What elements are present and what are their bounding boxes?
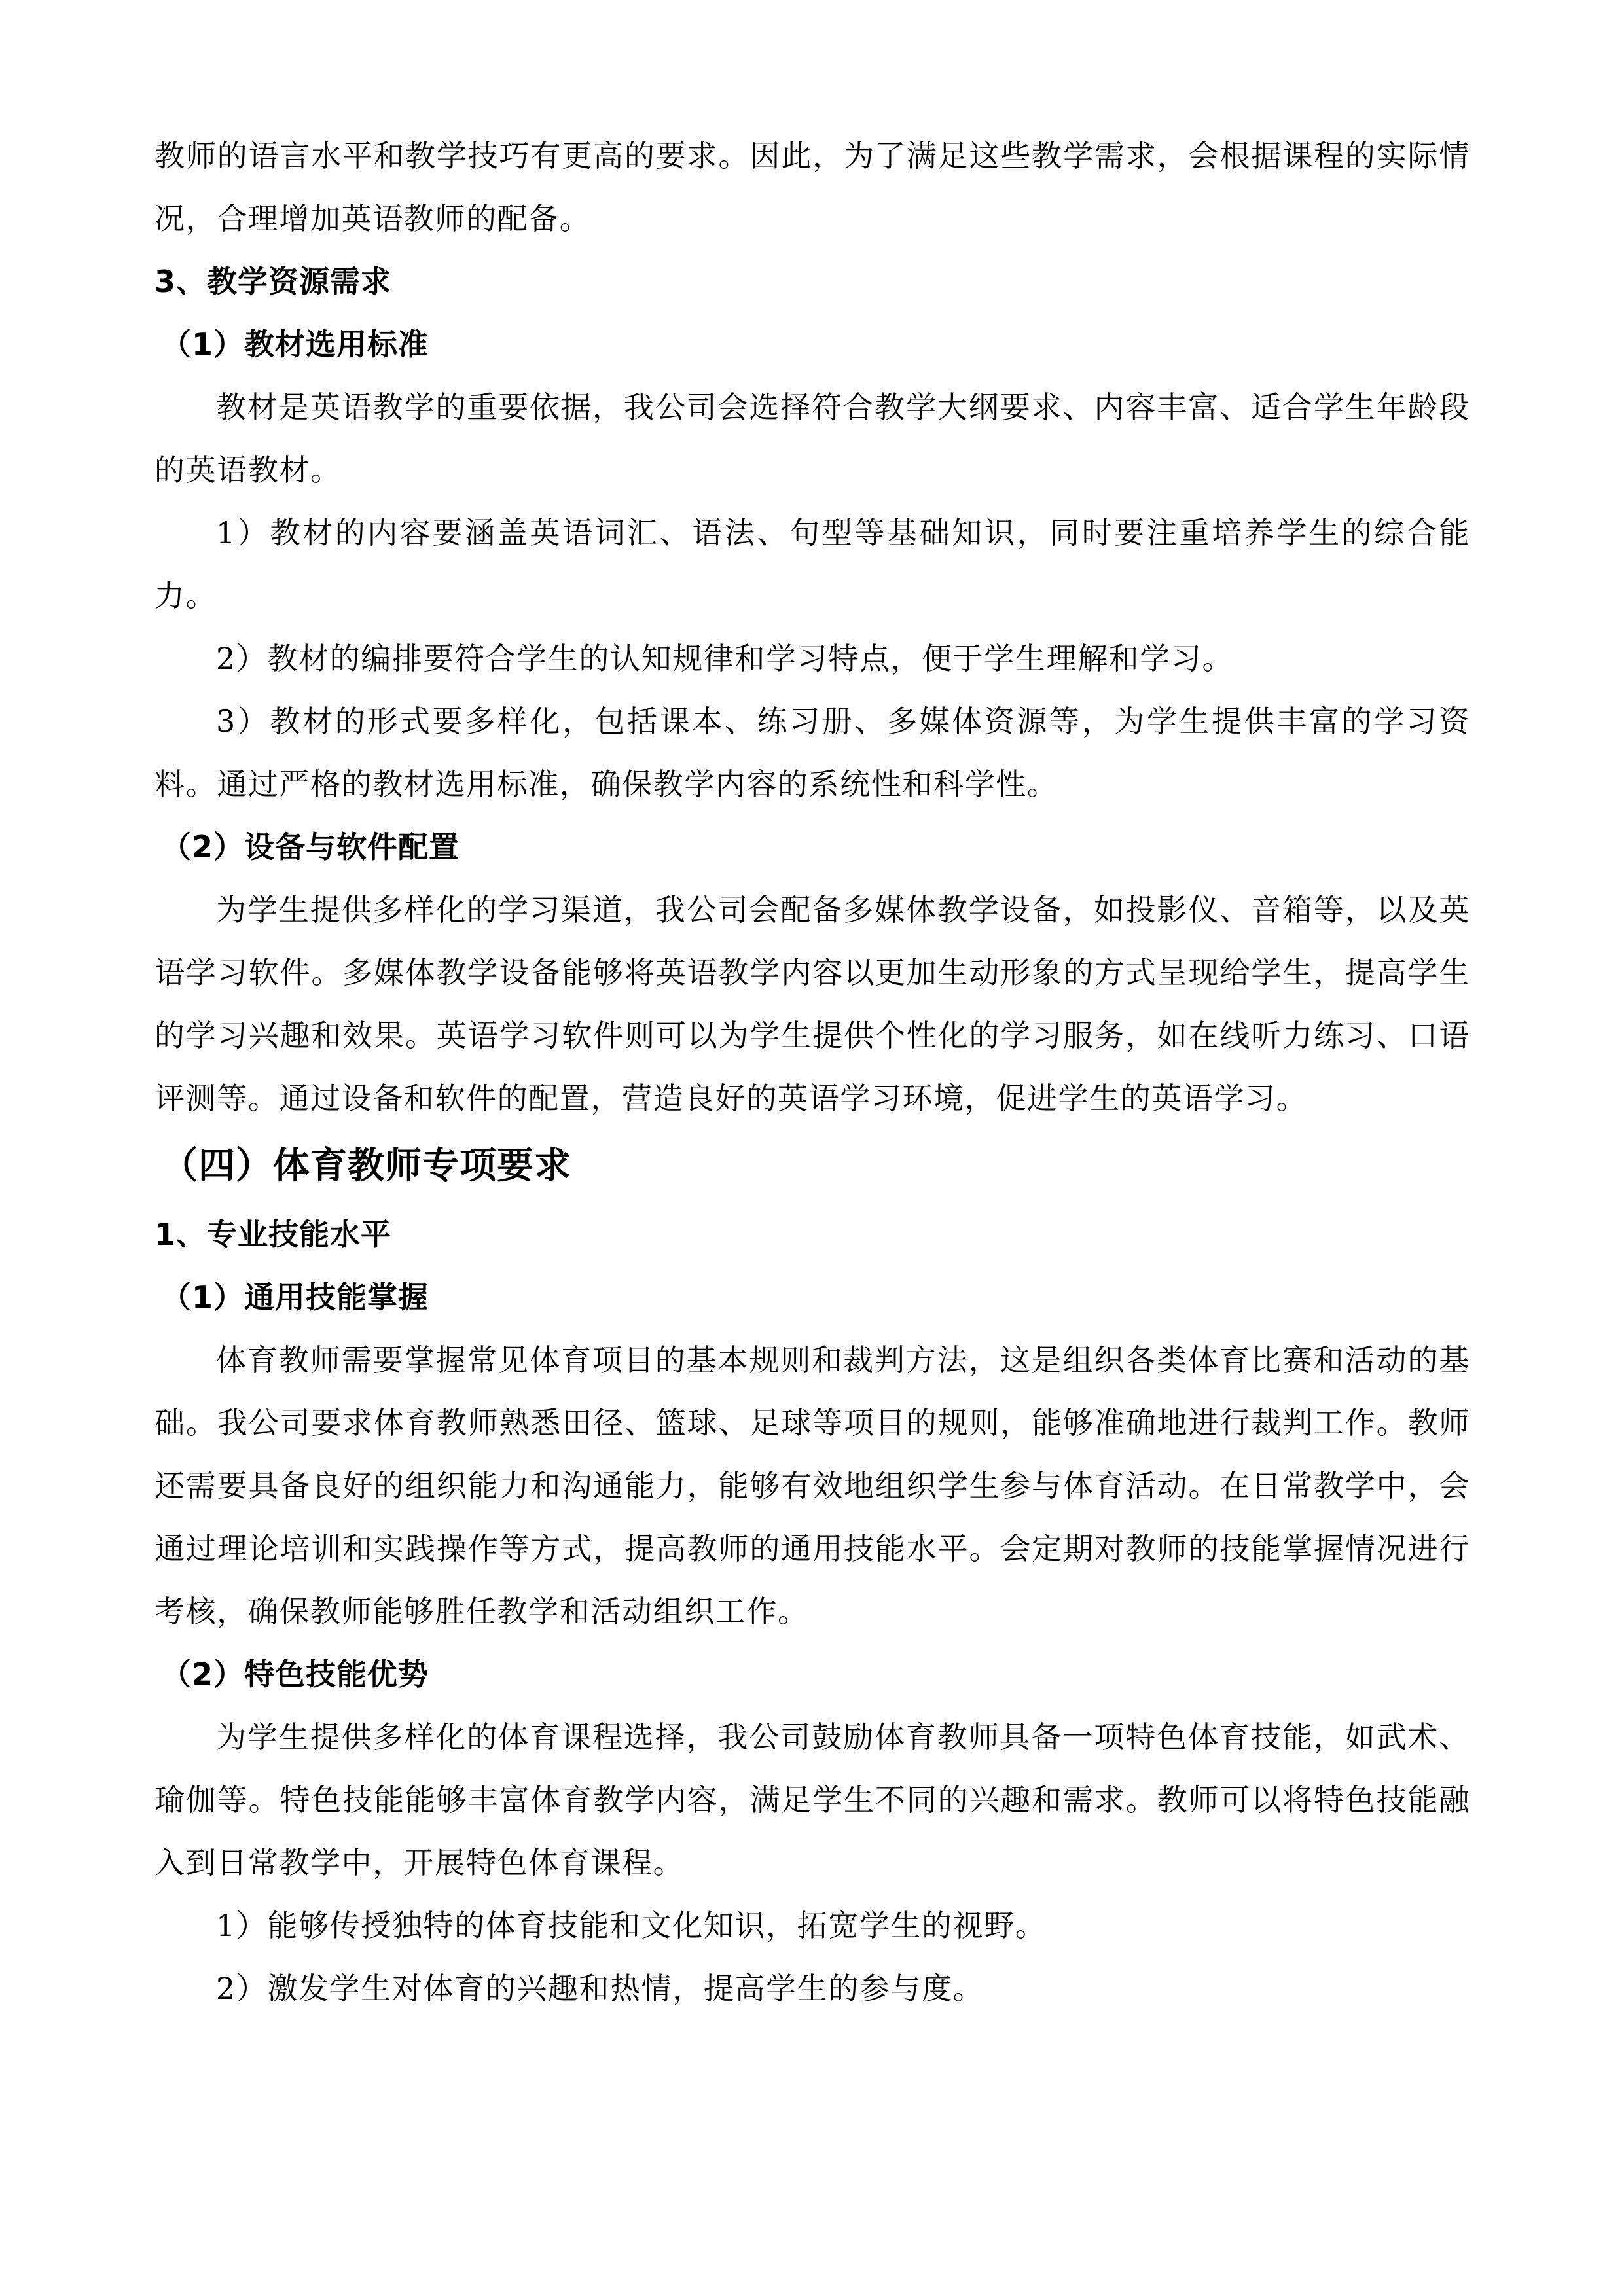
body-paragraph: 教材是英语教学的重要依据，我公司会选择符合教学大纲要求、内容丰富、适合学生年龄段的英语教材。 (154, 389, 1470, 488)
body-paragraph: 为学生提供多样化的体育课程选择，我公司鼓励体育教师具备一项特色体育技能，如武术、瑜伽等。特色技能能够丰富体育教学内容，满足学生不同的兴趣和需求。教师可以将特色技能融入到日常教学中，开展特色体育课程。 (154, 1719, 1470, 1880)
subheading-specialty-skills: （2）特色技能优势 (161, 1657, 429, 1692)
document-page (154, 124, 1470, 2020)
list-item: 2）激发学生对体育的兴趣和热情，提高学生的参与度。 (216, 1971, 984, 2006)
body-paragraph: 体育教师需要掌握常见体育项目的基本规则和裁判方法，这是组织各类体育比赛和活动的基础。我公司要求体育教师熟悉田径、篮球、足球等项目的规则，能够准确地进行裁判工作。教师还需要具备良好的组织能力和沟通能力，能够有效地组织学生参与体育活动。在日常教学中，会通过理论培训和实践操作等方式，提高教师的通用技能水平。会定期对教师的技能掌握情况进行考核，确保教师能够胜任教学和活动组织工作。 (154, 1342, 1470, 1629)
list-item: 1）能够传授独特的体育技能和文化知识，拓宽学生的视野。 (216, 1908, 1047, 1943)
subheading-equipment-software: （2）设备与软件配置 (161, 829, 460, 865)
body-paragraph: 为学生提供多样化的学习渠道，我公司会配备多媒体教学设备，如投影仪、音箱等，以及英语学习软件。多媒体教学设备能够将英语教学内容以更加生动形象的方式呈现给学生，提高学生的学习兴趣和效果。英语学习软件则可以为学生提供个性化的学习服务，如在线听力练习、口语评测等。通过设备和软件的配置，营造良好的英语学习环境，促进学生的英语学习。 (154, 892, 1470, 1116)
subheading-general-skills: （1）通用技能掌握 (161, 1280, 429, 1315)
list-item: 1）教材的内容要涵盖英语词汇、语法、句型等基础知识，同时要注重培养学生的综合能力。 (154, 515, 1470, 613)
section-heading-teaching-resources: 3、教学资源需求 (154, 264, 392, 299)
list-item: 2）教材的编排要符合学生的认知规律和学习特点，便于学生理解和学习。 (216, 641, 1234, 676)
section-heading-professional-skills: 1、专业技能水平 (154, 1217, 392, 1252)
subheading-textbook-selection: （1）教材选用标准 (161, 327, 429, 362)
chapter-heading-pe-teachers: （四）体育教师专项要求 (161, 1145, 571, 1187)
list-item: 3）教材的形式要多样化，包括课本、练习册、多媒体资源等，为学生提供丰富的学习资料。通过严格的教材选用标准，确保教学内容的系统性和科学性。 (154, 704, 1470, 802)
body-paragraph-continuation: 教师的语言水平和教学技巧有更高的要求。因此，为了满足这些教学需求，会根据课程的实际情况，合理增加英语教师的配备。 (154, 138, 1470, 236)
